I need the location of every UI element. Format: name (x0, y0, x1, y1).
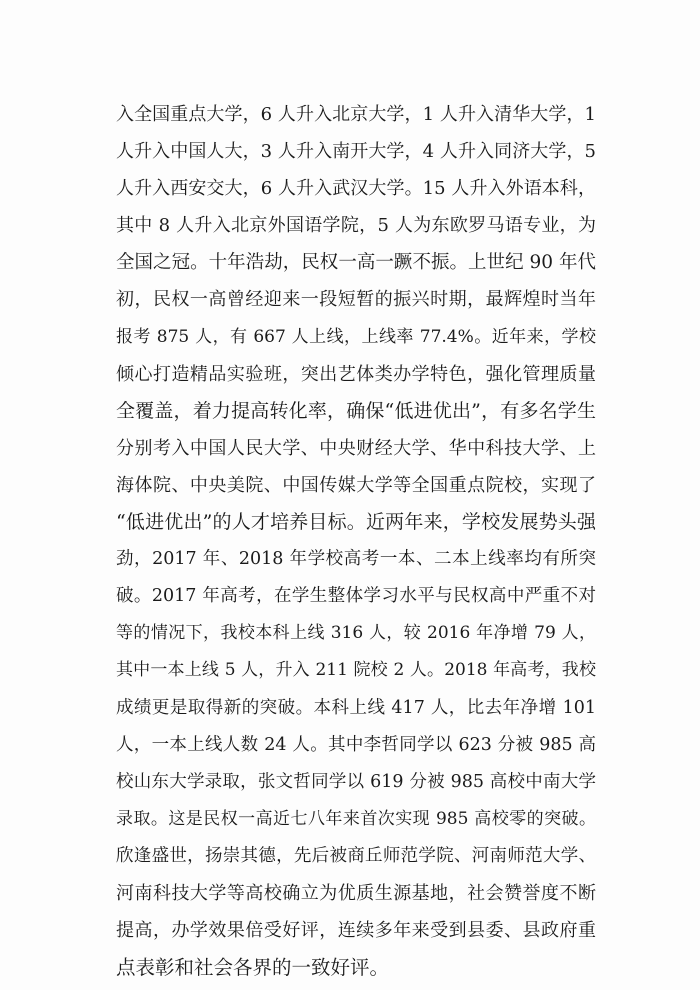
text-line-3: 人升入西安交大，6 人升入武汉大学。15 人升入外语本科， (116, 178, 596, 200)
text-line-6: 初，民权一高曾经迎来一段短暂的振兴时期，最辉煌时当年 (116, 289, 596, 311)
text-line-9: 全覆盖，着力提高转化率，确保“低进优出”，有多名学生 (116, 399, 596, 422)
text-line-18: 人，一本上线人数 24 人。其中李哲同学以 623 分被 985 高 (116, 734, 596, 755)
text-line-14: 破。2017 年高考，在学生整体学习水平与民权高中严重不对 (116, 586, 596, 607)
text-line-10: 分别考入中国人民大学、中央财经大学、华中科技大学、上 (116, 437, 596, 459)
text-line-15: 等的情况下，我校本科上线 316 人，较 2016 年净增 79 人， (116, 623, 596, 644)
text-line-11: 海体院、中央美院、中国传媒大学等全国重点院校，实现了 (116, 474, 596, 496)
text-line-20: 录取。这是民权一高近七八年来首次实现 985 高校零的突破。 (116, 808, 596, 829)
text-line-19: 校山东大学录取，张文哲同学以 619 分被 985 高校中南大学 (116, 771, 596, 792)
text-line-21: 欣逢盛世，扬崇其德，先后被商丘师范学院、河南师范大学、 (116, 845, 596, 866)
text-line-4: 其中 8 人升入北京外国语学院，5 人为东欧罗马语专业，为 (116, 215, 596, 237)
text-line-8: 倾心打造精品实验班，突出艺体类办学特色，强化管理质量 (116, 363, 596, 385)
text-line-23: 提高，办学效果倍受好评，连续多年来受到县委、县政府重 (116, 920, 596, 942)
text-line-1: 入全国重点大学，6 人升入北京大学，1 人升入清华大学，1 (116, 104, 596, 125)
text-line-12: “低进优出”的人才培养目标。近两年来，学校发展势头强 (116, 511, 596, 534)
text-line-24: 点表彰和社会各界的一致好评。 (116, 956, 390, 980)
body-paragraph (116, 96, 596, 986)
text-line-17: 成绩更是取得新的突破。本科上线 417 人，比去年净增 101 (116, 697, 596, 718)
text-line-13: 劲，2017 年、2018 年学校高考一本、二本上线率均有所突 (116, 549, 596, 570)
text-line-16: 其中一本上线 5 人，升入 211 院校 2 人。2018 年高考，我校 (116, 660, 596, 681)
text-line-2: 人升入中国人大，3 人升入南开大学，4 人升入同济大学，5 (116, 141, 596, 163)
text-line-7: 报考 875 人，有 667 人上线，上线率 77.4%。近年来，学校 (116, 326, 596, 347)
text-line-22: 河南科技大学等高校确立为优质生源基地，社会赞誉度不断 (116, 882, 596, 904)
text-line-5: 全国之冠。十年浩劫，民权一高一蹶不振。上世纪 90 年代 (116, 252, 596, 274)
